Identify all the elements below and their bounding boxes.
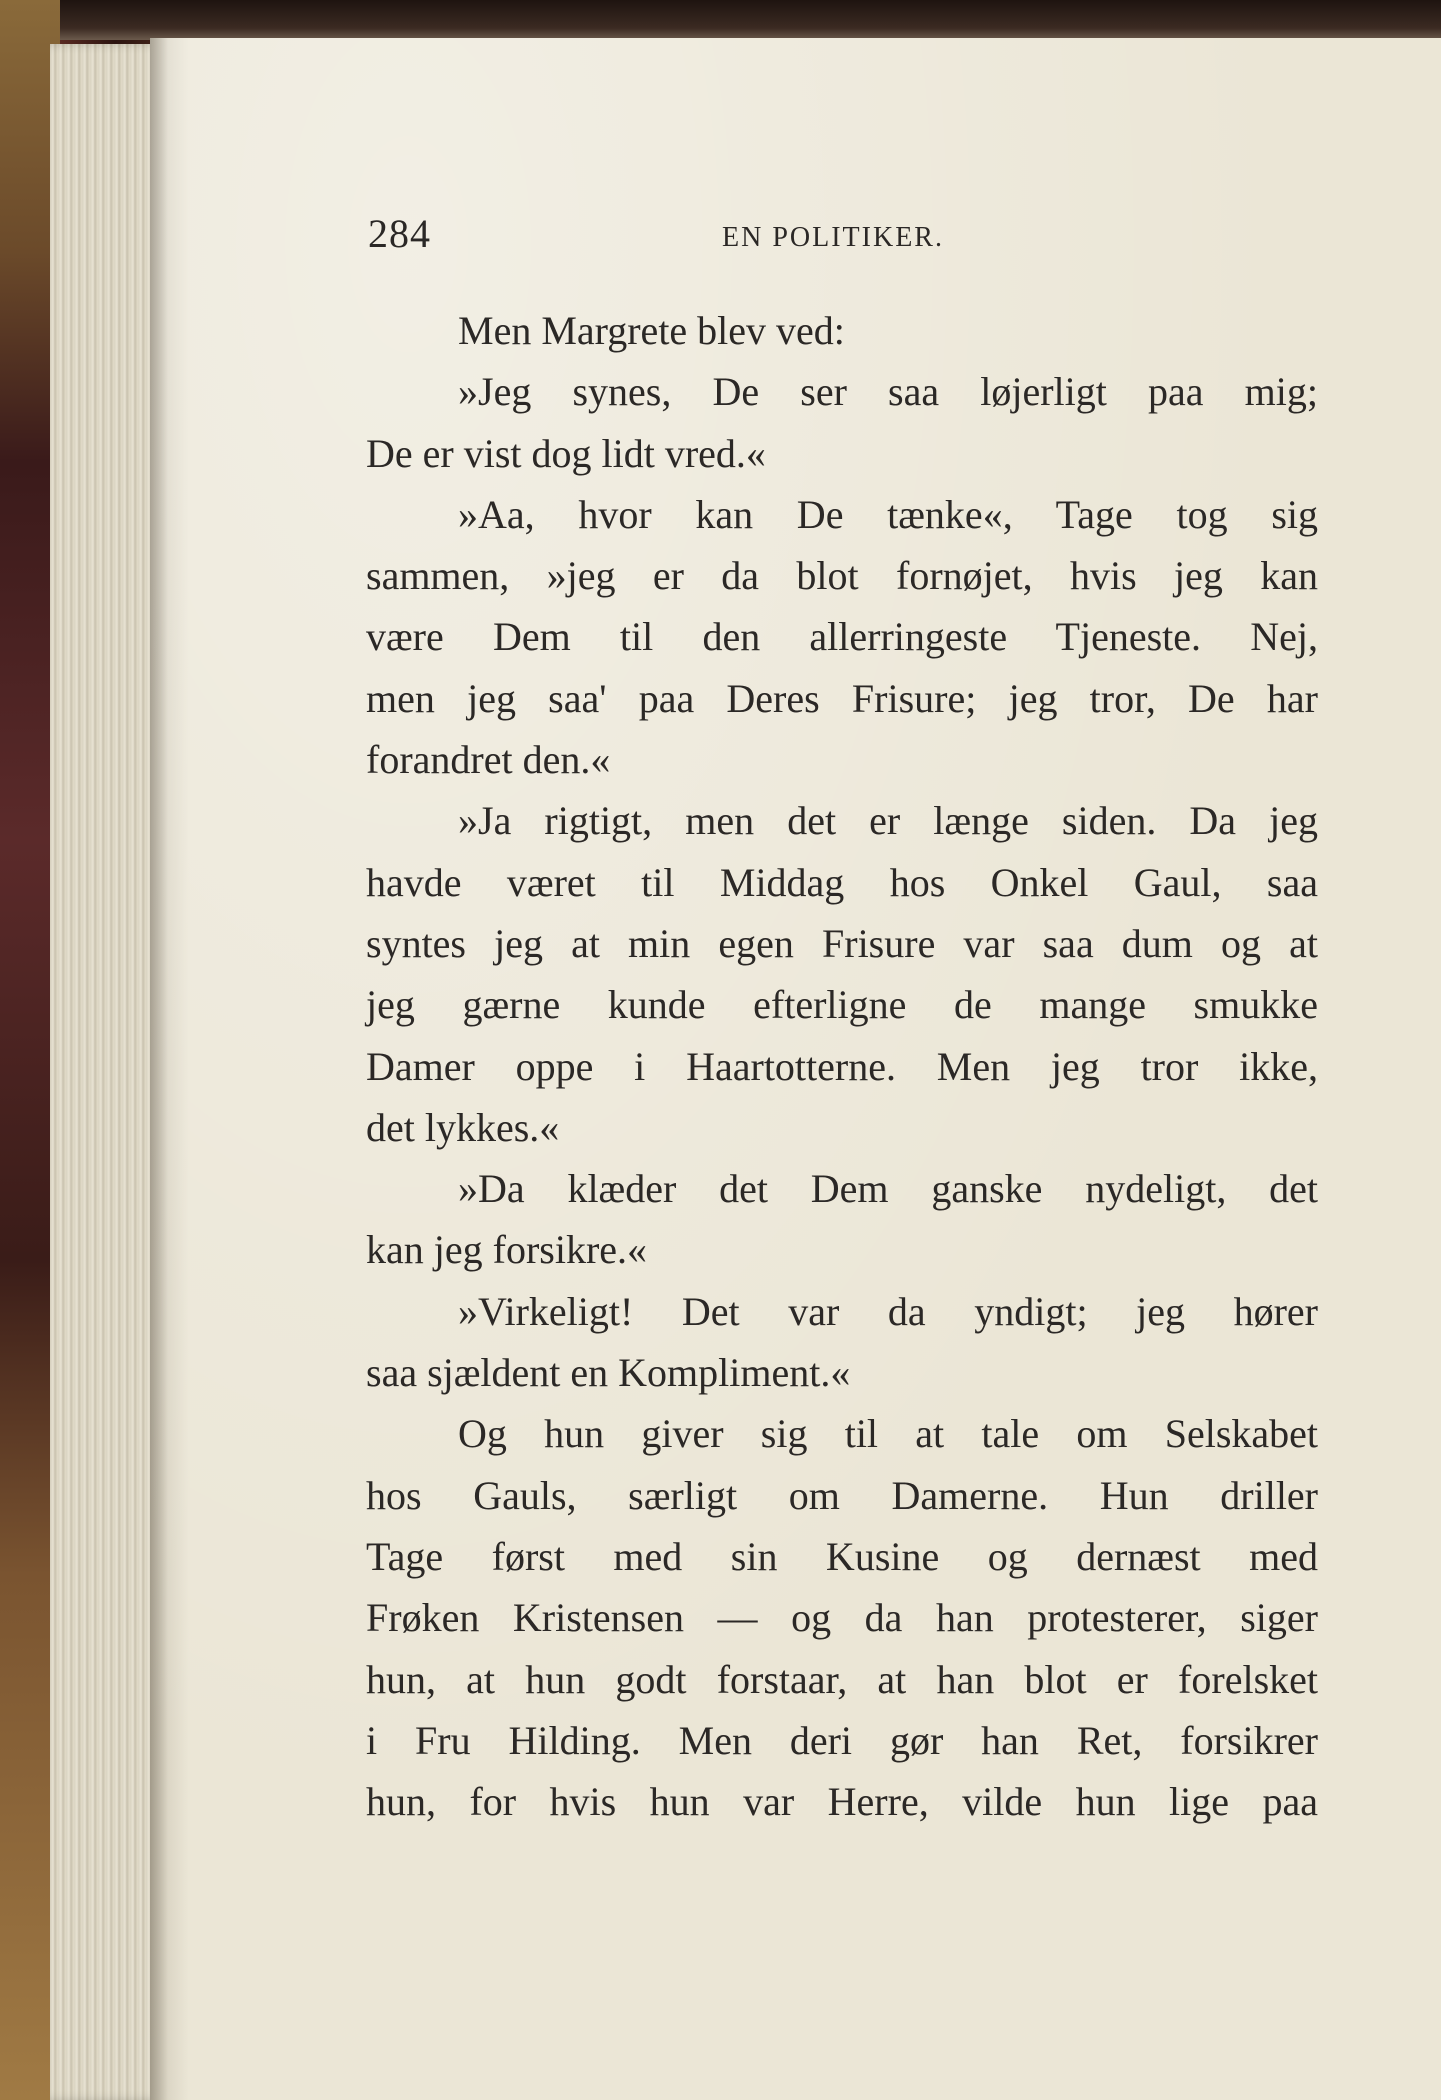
text-line: »Da klæder det Dem ganske nydeligt, det [458, 1166, 1318, 1212]
text-line: hos Gauls, særligt om Damerne. Hun driller [366, 1472, 1318, 1518]
text-line: »Ja rigtigt, men det er længe siden. Da jeg [458, 798, 1318, 844]
text-line: jeg gærne kunde efterligne de mange smukke [366, 982, 1318, 1028]
text-line: men jeg saa' paa Deres Frisure; jeg tror, De har [366, 675, 1318, 721]
text-line: »Aa, hvor kan De tænke«, Tage tog sig [458, 491, 1318, 537]
text-line: saa sjældent en Kompliment.« [366, 1350, 851, 1396]
text-line: havde været til Middag hos Onkel Gaul, saa [366, 859, 1318, 905]
page-number: 284 [368, 211, 431, 256]
text-line: sammen, »jeg er da blot fornøjet, hvis jeg kan [366, 553, 1318, 599]
text-line: hun, at hun godt forstaar, at han blot er forelsket [366, 1656, 1318, 1702]
text-line: det lykkes.« [366, 1104, 560, 1150]
text-line: Tage først med sin Kusine og dernæst med [366, 1533, 1318, 1579]
text-line: kan jeg forsikre.« [366, 1227, 648, 1273]
text-line: »Jeg synes, De ser saa løjerligt paa mig; [458, 369, 1318, 415]
text-line: Damer oppe i Haartotterne. Men jeg tror ikke, [366, 1043, 1318, 1089]
text-line: Men Margrete blev ved: [458, 308, 845, 353]
text-line: hun, for hvis hun var Herre, vilde hun lige paa [366, 1779, 1318, 1825]
running-head [368, 210, 1318, 270]
text-line: i Fru Hilding. Men deri gør han Ret, forsikrer [366, 1717, 1318, 1763]
text-line: »Virkeligt! Det var da yndigt; jeg hører [458, 1288, 1318, 1334]
text-line: Frøken Kristensen — og da han protesterer, siger [366, 1595, 1318, 1641]
body-text [366, 300, 1318, 1832]
text-line: De er vist dog lidt vred.« [366, 430, 766, 476]
running-title: EN POLITIKER. [722, 222, 944, 253]
text-line: være Dem til den allerringeste Tjeneste. Nej, [366, 614, 1318, 660]
page-gutter-shadow [150, 38, 168, 2100]
background-top [0, 0, 1441, 40]
text-line: forandret den.« [366, 737, 611, 783]
text-line: Og hun giver sig til at tale om Selskabet [458, 1411, 1318, 1457]
text-line: syntes jeg at min egen Frisure var saa dum og at [366, 920, 1318, 966]
